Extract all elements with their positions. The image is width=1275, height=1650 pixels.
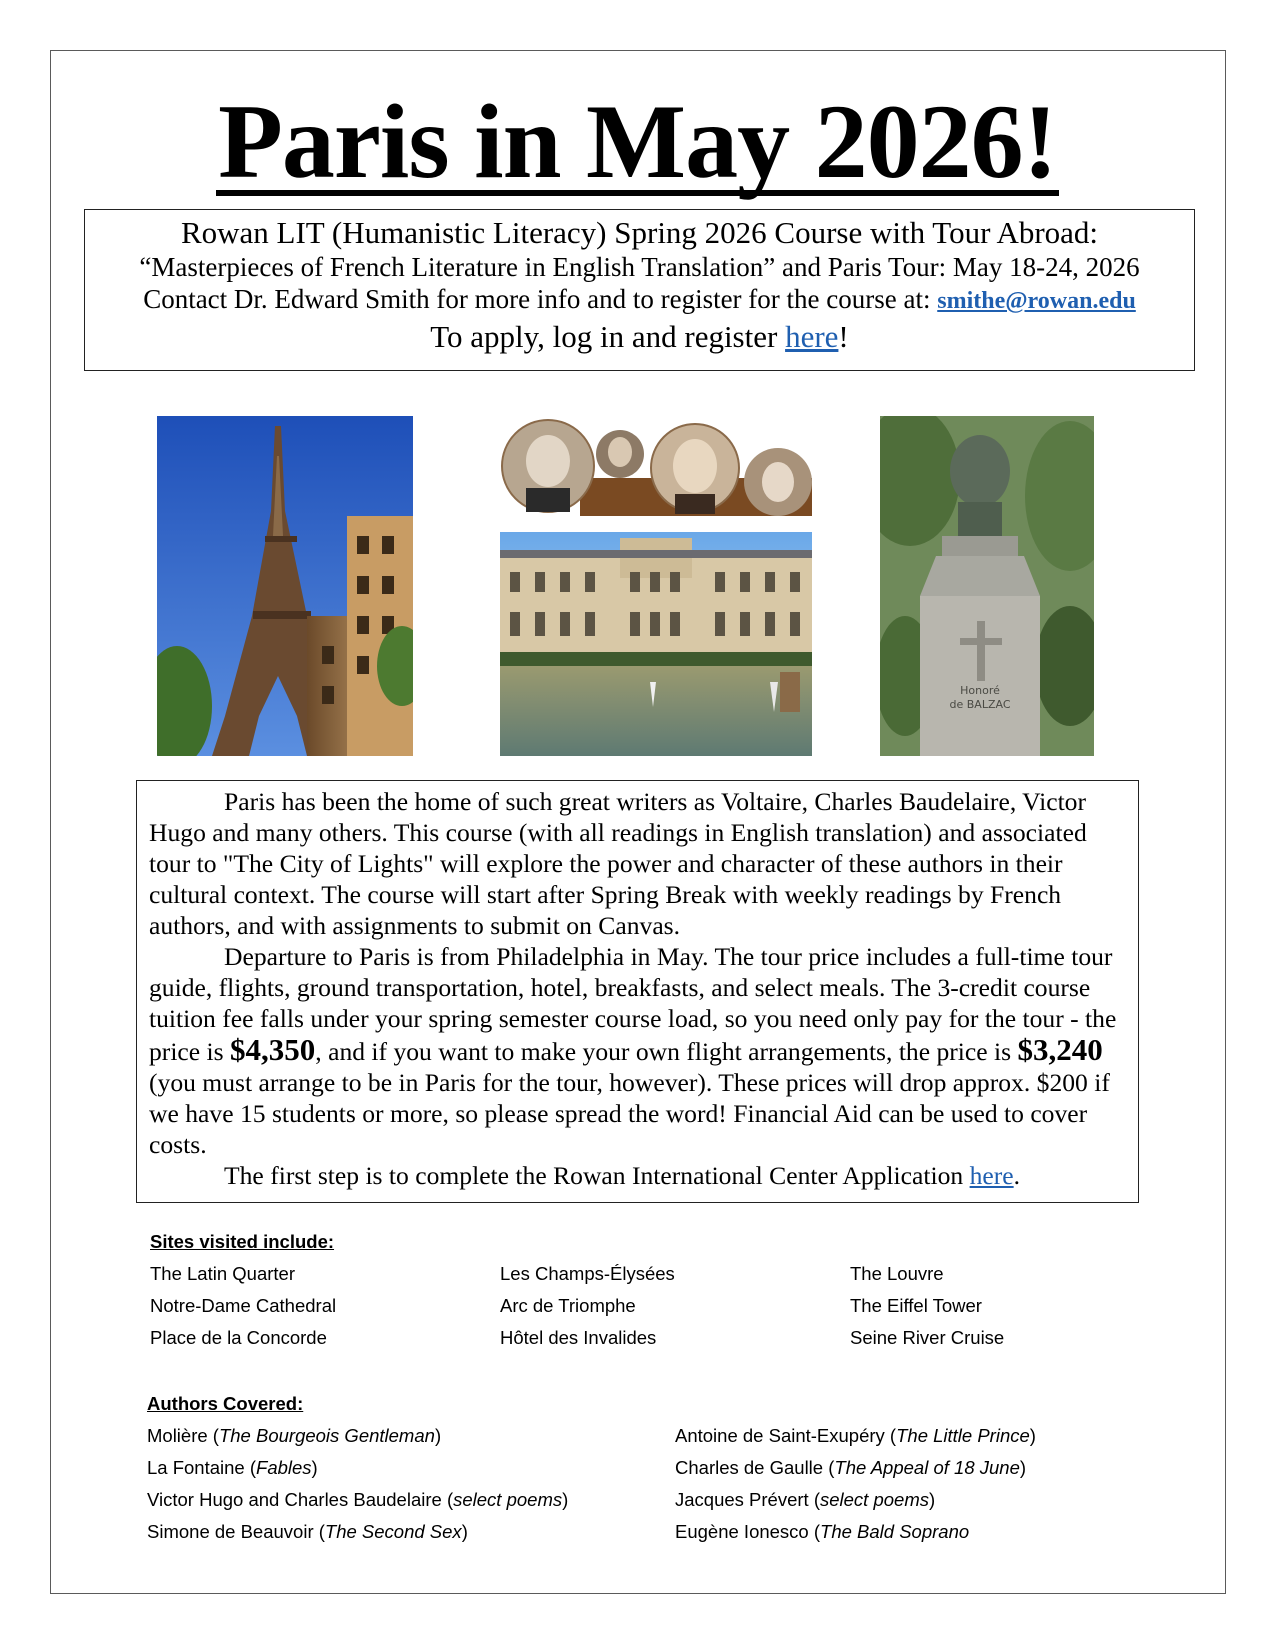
description-text: (you must arrange to be in Paris for the tour, however). These prices will drop approx. $200 if we have 15 students or more, so please spread the word! Financial Aid can be used to cover costs. [149, 1068, 1110, 1159]
site-item: Notre-Dame Cathedral [150, 1295, 337, 1316]
description-text: , and if you want to make your own flight arrangements, the price is [315, 1037, 1018, 1066]
description-text: Departure to Paris is from Philadelphia in May. The tour price includes a full-time tour guide, flights, ground transportation, hotel, breakfasts, and select meals. The 3-credit course tuition fee falls under your spring semester course load, so you need only pay for the tour - the price is [149, 942, 1117, 1066]
description-paragraph-1: Paris has been the home of such great writers as Voltaire, Charles Baudelaire, Victor Hugo and many others. This course (with all readings in English translation) and associated tour to "The City of Lights" will explore the power and character of these authors in their cultural context. The course will start after Spring Break with weekly readings by French authors, and with assignments to submit on Canvas. [149, 787, 1087, 940]
author-item [147, 1457, 318, 1479]
author-work: Fables [256, 1457, 312, 1478]
course-info-box [84, 209, 1195, 371]
site-item: Seine River Cruise [850, 1327, 1005, 1348]
course-description-box [136, 780, 1139, 1203]
author-work: The Bald Soprano [820, 1521, 970, 1542]
price-no-flight: $3,240 [1017, 1032, 1103, 1067]
author-end: ) [928, 1489, 936, 1510]
author-end: ) [1019, 1457, 1027, 1478]
price-full: $4,350 [230, 1032, 316, 1067]
balzac-bust-photo [880, 416, 1094, 756]
authors-portraits-photo [500, 416, 812, 516]
author-name: Jacques Prévert ( [675, 1489, 820, 1510]
author-work: select poems [453, 1489, 563, 1510]
site-item: The Louvre [850, 1263, 944, 1284]
bust-label-line2: de BALZAC [949, 698, 1011, 711]
site-item: Hôtel des Invalides [500, 1327, 657, 1348]
register-link[interactable]: here [785, 319, 839, 354]
site-item: Arc de Triomphe [500, 1295, 636, 1316]
author-item [675, 1521, 969, 1543]
author-name: Antoine de Saint-Exupéry ( [675, 1425, 897, 1446]
author-work: The Second Sex [324, 1521, 462, 1542]
author-item [147, 1425, 441, 1447]
author-name: Simone de Beauvoir ( [147, 1521, 325, 1542]
description-paragraph-2 [149, 941, 1126, 1160]
description-text: . [1013, 1161, 1021, 1190]
author-name: Eugène Ionesco ( [675, 1521, 821, 1542]
description-text: The first step is to complete the Rowan International Center Application [224, 1161, 970, 1190]
apply-text: To apply, log in and register [430, 319, 786, 354]
authors-title: Authors Covered: [147, 1393, 304, 1414]
author-name: La Fontaine ( [147, 1457, 257, 1478]
author-work: The Little Prince [896, 1425, 1030, 1446]
site-item: The Eiffel Tower [850, 1295, 982, 1316]
eiffel-tower-photo [157, 416, 413, 756]
author-name: Charles de Gaulle ( [675, 1457, 835, 1478]
application-link[interactable]: here [969, 1161, 1014, 1190]
author-end: ) [434, 1425, 442, 1446]
author-item [675, 1425, 1036, 1447]
author-end: ) [311, 1457, 318, 1478]
luxembourg-palace-photo [500, 532, 812, 756]
apply-suffix: ! [838, 319, 849, 354]
author-end: ) [461, 1521, 468, 1542]
apply-line [85, 318, 1194, 356]
contact-text: Contact Dr. Edward Smith for more info and to register for the course at: [143, 284, 938, 314]
author-end: ) [1029, 1425, 1036, 1446]
author-item [675, 1457, 1026, 1479]
contact-line [85, 283, 1194, 317]
author-work: The Bourgeois Gentleman [218, 1425, 435, 1446]
page-title: Paris in May 2026! [218, 83, 1057, 200]
author-item [147, 1521, 468, 1543]
author-name: Victor Hugo and Charles Baudelaire ( [147, 1489, 454, 1510]
site-item: The Latin Quarter [150, 1263, 295, 1284]
site-item: Les Champs-Élysées [500, 1263, 675, 1284]
description-paragraph-3 [149, 1160, 1126, 1191]
email-link[interactable]: smithe@rowan.edu [937, 288, 1136, 314]
author-item [675, 1489, 935, 1511]
course-subtitle-line: “Masterpieces of French Literature in English Translation” and Paris Tour: May 18-24, 2026 [139, 252, 1140, 282]
author-item [147, 1489, 568, 1511]
course-title-line: Rowan LIT (Humanistic Literacy) Spring 2026 Course with Tour Abroad: [180, 215, 1099, 250]
sites-title: Sites visited include: [150, 1231, 335, 1252]
bust-label-line1: Honoré [960, 684, 1000, 697]
author-work: The Appeal of 18 June [834, 1457, 1020, 1478]
author-name: Molière ( [147, 1425, 219, 1446]
site-item: Place de la Concorde [150, 1327, 327, 1348]
author-end: ) [562, 1489, 569, 1510]
author-work: select poems [819, 1489, 929, 1510]
